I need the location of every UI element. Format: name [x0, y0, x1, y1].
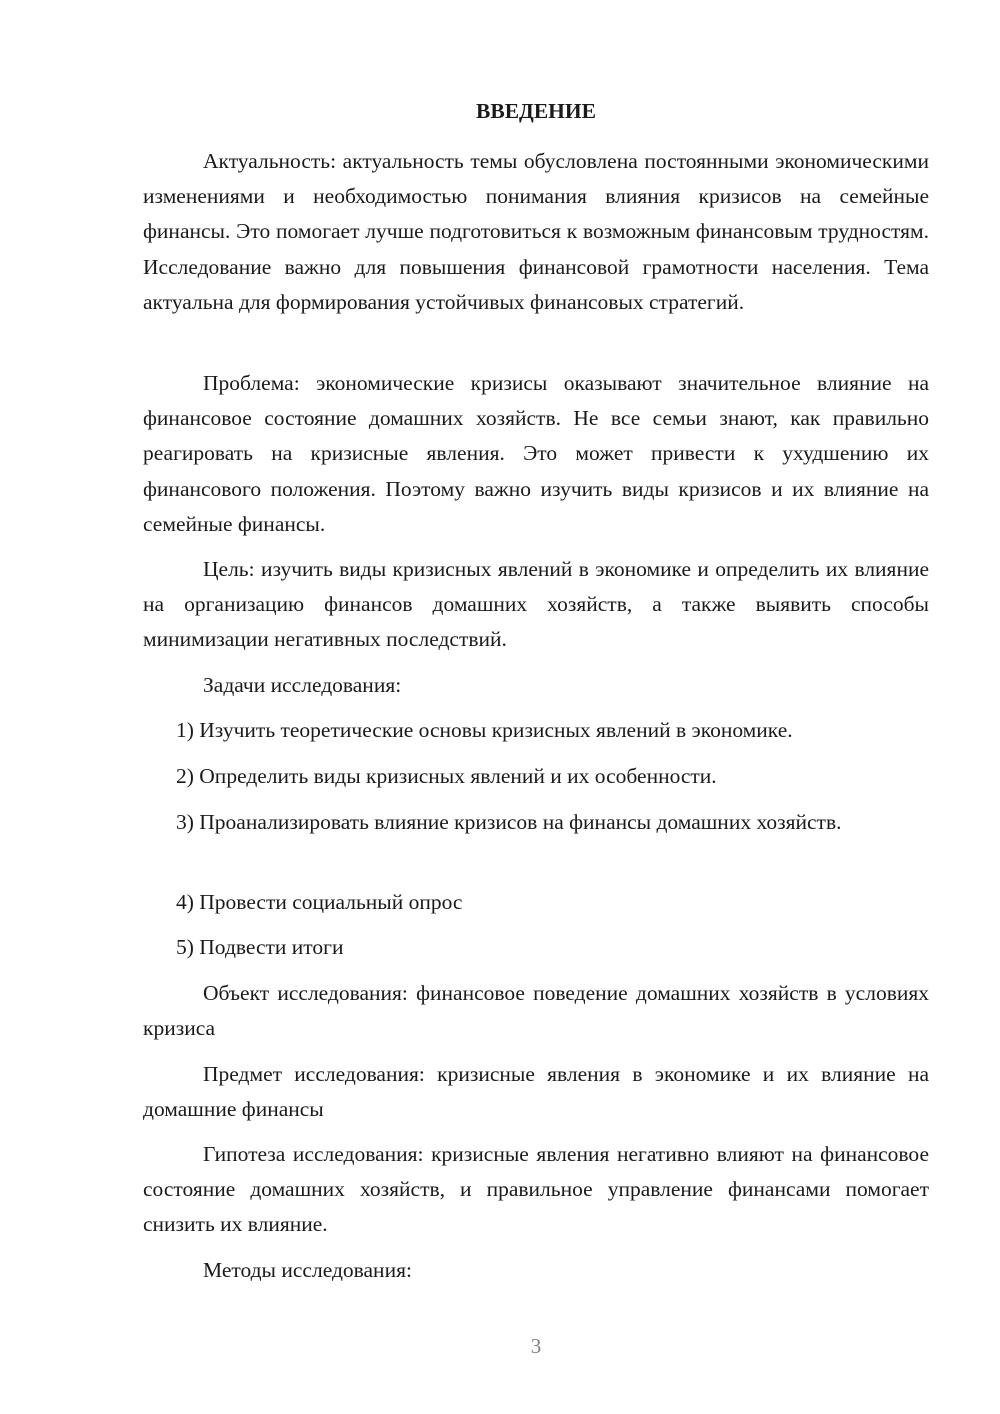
- task-item: 4) Провести социальный опрос: [176, 890, 463, 914]
- hypothesis-paragraph: Гипотеза исследования: кризисные явления негативно влияют на финансовое состояние домашних хозяйств, и правильное управление финансами помогает снизить их влияние.: [143, 1142, 929, 1237]
- subject-paragraph: Предмет исследования: кризисные явления в экономике и их влияние на домашние финансы: [143, 1062, 929, 1122]
- task-item: 2) Определить виды кризисных явлений и их особенности.: [176, 764, 717, 788]
- task-item: 3) Проанализировать влияние кризисов на финансы домашних хозяйств.: [176, 810, 842, 834]
- page-title: ВВЕДЕНИЕ: [476, 99, 596, 123]
- problem-paragraph: Проблема: экономические кризисы оказывают значительное влияние на финансовое состояние домашних хозяйств. Не все семьи знают, как правильно реагировать на кризисные явления. Это может привести к ухудшению их финансового положения. Поэтому важно изучить виды кризисов и их влияние на семейные финансы.: [143, 371, 929, 536]
- page-number: 3: [530, 1334, 542, 1358]
- task-item: 1) Изучить теоретические основы кризисных явлений в экономике.: [176, 718, 793, 742]
- tasks-title: Задачи исследования:: [203, 673, 402, 697]
- task-item: 5) Подвести итоги: [176, 935, 344, 959]
- object-paragraph: Объект исследования: финансовое поведение домашних хозяйств в условиях кризиса: [143, 981, 929, 1041]
- relevance-paragraph: Актуальность: актуальность темы обусловлена постоянными экономическими изменениями и необходимостью понимания влияния кризисов на семейные финансы. Это помогает лучше подготовиться к возможным финансовым трудностям. Исследование важно для повышения финансовой грамотности населения. Тема актуальна для формирования устойчивых финансовых стратегий.: [143, 149, 929, 314]
- methods-title: Методы исследования:: [203, 1258, 412, 1282]
- goal-paragraph: Цель: изучить виды кризисных явлений в экономике и определить их влияние на организацию финансов домашних хозяйств, а также выявить способы минимизации негативных последствий.: [143, 557, 929, 652]
